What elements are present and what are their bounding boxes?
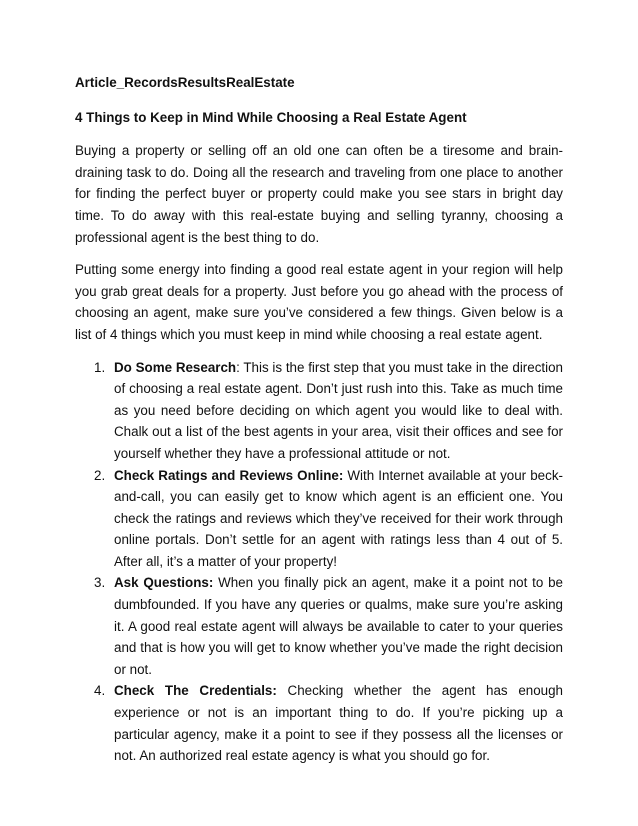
list-item	[75, 572, 563, 680]
list-item	[75, 465, 563, 573]
list-item-heading: Ask Questions:	[114, 575, 214, 591]
list-item-heading: Check Ratings and Reviews Online:	[114, 467, 344, 483]
list-item	[75, 680, 563, 766]
list-item-number: 4.	[94, 683, 106, 699]
article-title: 4 Things to Keep in Mind While Choosing a Real Estate Agent	[75, 109, 467, 125]
list-item-number: 1.	[94, 359, 106, 375]
list-item	[75, 357, 563, 465]
intro-paragraph: Buying a property or selling off an old one can often be a tiresome and brain-draining task to do. Doing all the research and traveling from one place to another for finding the perfect buyer or property could make you see stars in bright day time. To do away with this real-estate buying and selling tyranny, choosing a professional agent is the best thing to do.	[75, 143, 563, 245]
list-item-heading: Check The Credentials:	[114, 683, 277, 699]
list-item-text: When you finally pick an agent, make it a point not to be dumbfounded. If you have any queries or qualms, make sure you’re asking it. A good real estate agent will always be available to cater to your queries and that is how you will get to know whether you’ve made the right decision or not.	[114, 575, 563, 677]
list-item-number: 2.	[94, 467, 106, 483]
list-item-heading: Do Some Research	[114, 359, 237, 375]
document-page	[75, 72, 563, 767]
list-item-number: 3.	[94, 575, 106, 591]
document-label: Article_RecordsResultsRealEstate	[75, 75, 295, 90]
list-item-text: Checking whether the agent has enough experience or not is an important thing to do. If you’re picking up a particular agency, make it a point to see if they possess all the licenses or not. An authorized real estate agency is what you should go for.	[114, 683, 563, 764]
list-item-text: With Internet available at your beck-and-call, you can easily get to know which agent is an efficient one. You check the ratings and reviews which they’ve received for their work through online portals. Don’t settle for an agent with ratings less than 4 out of 5. After all, it’s a matter of your property!	[114, 467, 563, 569]
intro-paragraph: Putting some energy into finding a good real estate agent in your region will help you grab great deals for a property. Just before you go ahead with the process of choosing an agent, make sure you’ve considered a few things. Given below is a list of 4 things which you must keep in mind while choosing a real estate agent.	[75, 262, 563, 342]
list-item-text: : This is the first step that you must take in the direction of choosing a real estate agent. Don’t just rush into this. Take as much time as you need before deciding on which agent you would like to deal with. Chalk out a list of the best agents in your area, visit their offices and see for yourself whether they have a professional attitude or not.	[114, 359, 563, 461]
tips-list	[75, 357, 563, 767]
